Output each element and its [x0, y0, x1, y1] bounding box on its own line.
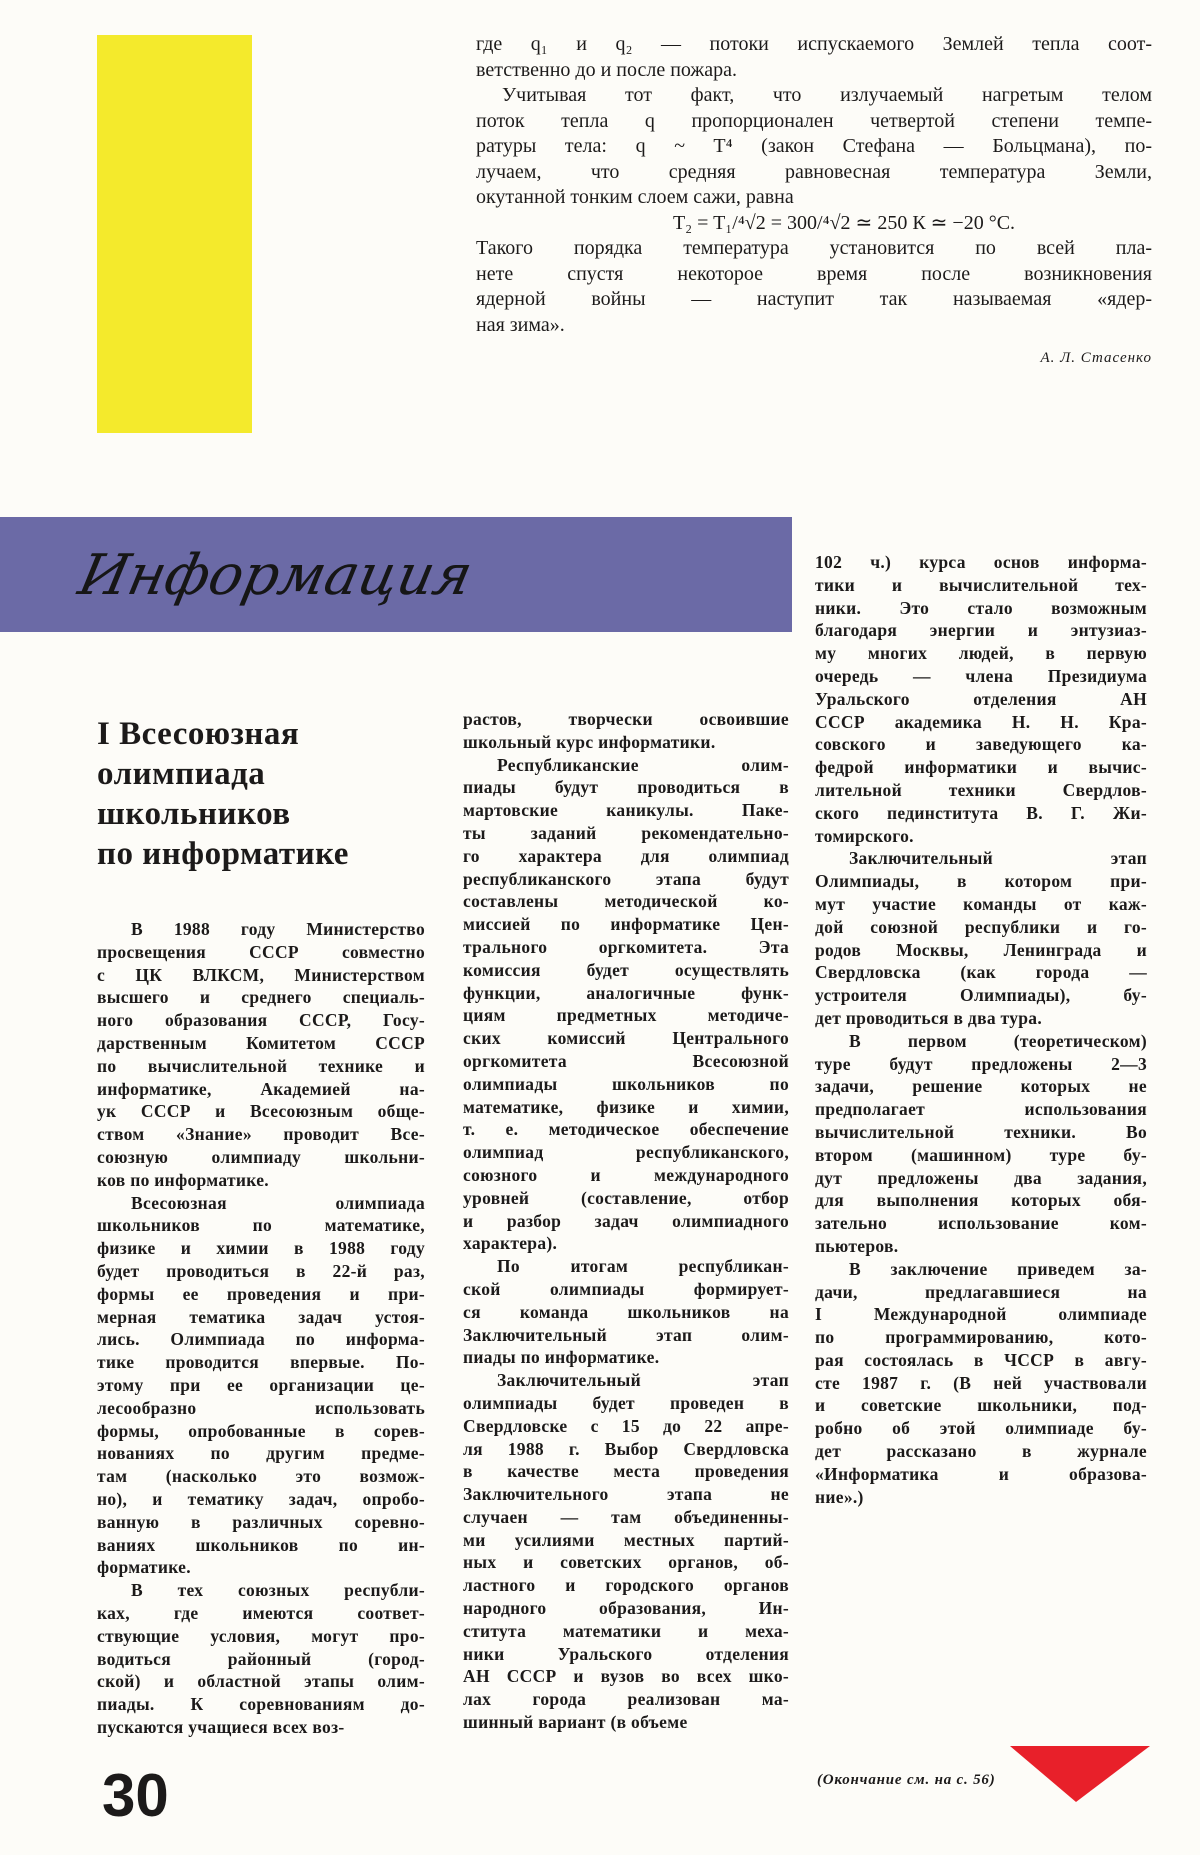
- text-line: высшего и среднего специаль-: [97, 987, 425, 1008]
- author-signature: А. Л. Стасенко: [1040, 350, 1152, 366]
- text-line: лучаем, что средняя равновесная температура Земли,: [476, 160, 1152, 183]
- text-line: лах города реализован ма-: [463, 1689, 789, 1710]
- text-line: мерная тематика задач устоя-: [97, 1306, 425, 1327]
- text-line: Заключительный этап: [497, 1370, 789, 1391]
- text-line: формы ее проведения и при-: [97, 1283, 425, 1304]
- text-line: совского и заведующего ка-: [815, 734, 1147, 755]
- text-line: «Информатика и образова-: [815, 1463, 1147, 1484]
- text-line: по вычислительной технике и: [97, 1055, 425, 1076]
- text-line: этому при ее организации це-: [97, 1374, 425, 1395]
- text-line: задачи, решение которых не: [815, 1076, 1147, 1097]
- text-line: Свердловска (как города —: [815, 962, 1147, 983]
- text-line: функции, аналогичные функ-: [463, 982, 789, 1003]
- text-line: ние».): [815, 1486, 864, 1507]
- text-line: окутанной тонким слоем сажи, равна: [476, 186, 794, 208]
- paragraph: [815, 1030, 1147, 1258]
- text-line: пиады будут проводиться в: [463, 777, 789, 798]
- text-line: Всесоюзная олимпиада: [131, 1192, 425, 1213]
- text-line: олимпиад республиканского,: [463, 1142, 789, 1163]
- text-line: В тех союзных республи-: [131, 1580, 425, 1601]
- text-line: ской) и областной этапы олим-: [97, 1671, 425, 1692]
- title-line: по информатике: [97, 836, 349, 872]
- text-line: ядерной войны — наступит так называемая «ядер-: [476, 288, 1152, 310]
- text-line: Олимпиады, в котором при-: [815, 871, 1147, 892]
- text-line: Учитывая тот факт, что излучаемый нагретым телом: [502, 84, 1152, 106]
- text-line: благодаря энергии и энтузиаз-: [815, 620, 1147, 641]
- text-line: вычислительной техники. Во: [815, 1121, 1147, 1142]
- text-line: сте 1987 г. (В ней участвовали: [815, 1372, 1147, 1393]
- text-line: ных и советских органов, об-: [463, 1552, 789, 1573]
- paragraph: [97, 918, 425, 1192]
- text-line: школьников по математике,: [97, 1215, 425, 1236]
- section-banner-text: Информация: [73, 542, 479, 608]
- text-line: ми усилиями местных партий-: [463, 1529, 789, 1550]
- text-line: союзного и международного: [463, 1164, 789, 1185]
- text-line: ся команда школьников на: [463, 1301, 789, 1322]
- text-line: ники. Это стало возможным: [815, 597, 1147, 618]
- text-line: ветственно до и после пожара.: [476, 58, 738, 81]
- top-article-ending: [476, 32, 1152, 372]
- text-line: По итогам республикан-: [497, 1256, 789, 1277]
- text-line: трального оргкомитета. Эта: [463, 936, 789, 957]
- text-line: дарственным Комитетом СССР: [97, 1032, 425, 1053]
- text-line: томирского.: [815, 825, 914, 846]
- text-line: в качестве места проведения: [463, 1461, 789, 1482]
- text-line: пиады по информатике.: [463, 1347, 660, 1368]
- text-column-3: [815, 551, 1147, 1508]
- text-line: рая состоялась в ЧССР в авгу-: [815, 1349, 1147, 1370]
- continuation-note: (Окончание см. на с. 56): [817, 1772, 996, 1788]
- text-line: дет рассказано в журнале: [815, 1441, 1147, 1462]
- text-line: по программированию, кото-: [815, 1327, 1147, 1348]
- title-line: олимпиада: [97, 756, 266, 792]
- text-line: предполагает использования: [815, 1099, 1147, 1120]
- text-line: олимпиады будет проведен в: [463, 1392, 789, 1413]
- text-line: дачи, предлагавшиеся на: [815, 1281, 1147, 1302]
- text-line: математике, физике и химии,: [463, 1096, 789, 1117]
- text-line: Уральского отделения АН: [815, 688, 1147, 709]
- text-line: ской олимпиады формирует-: [463, 1278, 789, 1299]
- text-line: школьный курс информатики.: [463, 731, 716, 752]
- text-column-2: [463, 708, 789, 1734]
- red-triangle-decoration: [1010, 1746, 1150, 1802]
- paragraph: [815, 1258, 1147, 1509]
- text-line: дой союзной республики и го-: [815, 916, 1147, 937]
- paragraph: [476, 32, 1152, 83]
- text-line: ратуры тела: q ~ T⁴ (закон Стефана — Больцмана), по-: [476, 135, 1152, 157]
- text-line: го характера для олимпиад: [463, 845, 789, 866]
- section-banner-script-logo: [73, 529, 479, 624]
- text-line: тике проводится впервые. По-: [97, 1352, 425, 1373]
- paragraph: [463, 1255, 789, 1369]
- paragraph: [97, 1579, 425, 1739]
- text-line: ков по информатике.: [97, 1169, 269, 1190]
- text-line: мут участие команды от каж-: [815, 893, 1147, 914]
- text-line: случаен — там объединенны-: [463, 1506, 789, 1527]
- text-line: лительной техники Свердлов-: [815, 779, 1147, 800]
- text-line: тики и вычислительной тех-: [815, 574, 1147, 595]
- text-line: характера).: [463, 1233, 558, 1254]
- paragraph: [463, 754, 789, 1256]
- text-line: поток тепла q пропорционален четвертой степени темпе-: [476, 109, 1152, 132]
- text-line: пьютеров.: [815, 1235, 899, 1256]
- text-line: дет проводиться в два тура.: [815, 1007, 1043, 1028]
- text-line: но), и тематику задач, опробо-: [97, 1488, 425, 1509]
- text-line: ститута математики и меха-: [463, 1620, 789, 1641]
- text-line: будет проводиться в 22-й раз,: [97, 1260, 425, 1281]
- text-line: циям предметных методиче-: [463, 1005, 789, 1026]
- text-line: лесообразно использовать: [97, 1397, 425, 1418]
- title-line: школьников: [97, 796, 291, 832]
- text-line: шинный вариант (в объеме: [463, 1712, 688, 1733]
- text-line: 102 ч.) курса основ информа-: [815, 552, 1147, 572]
- text-line: где q₁ и q₂ — потоки испускаемого Землей тепла соот-: [476, 33, 1152, 55]
- text-line: ских комиссий Центрального: [463, 1028, 789, 1049]
- yellow-color-block: [97, 35, 252, 433]
- text-line: лись. Олимпиада по информа-: [97, 1329, 425, 1350]
- text-line: очередь — члена Президиума: [815, 665, 1147, 686]
- text-line: ля 1988 г. Выбор Свердловска: [463, 1438, 789, 1459]
- text-line: т. е. методическое обеспечение: [463, 1119, 789, 1140]
- text-line: родов Москвы, Ленинграда и: [815, 939, 1147, 960]
- text-line: Заключительного этапа не: [463, 1484, 789, 1505]
- text-line: Заключительный этап: [849, 848, 1147, 869]
- text-line: информатике, Академией на-: [97, 1078, 425, 1099]
- text-line: и советские школьники, под-: [815, 1395, 1147, 1416]
- text-line: просвещения СССР совместно: [97, 941, 425, 962]
- text-line: ках, где имеются соответ-: [97, 1602, 425, 1623]
- text-line: ты заданий рекомендательно-: [463, 822, 789, 843]
- text-line: дут предложены два задания,: [815, 1167, 1147, 1188]
- paragraph: [97, 1192, 425, 1580]
- text-line: робно об этой олимпиаде бу-: [815, 1418, 1147, 1439]
- text-line: мартовские каникулы. Паке-: [463, 800, 789, 821]
- text-line: народного образования, Ин-: [463, 1598, 789, 1619]
- text-line: ная зима».: [476, 313, 565, 336]
- text-line: туре будут предложены 2—3: [815, 1053, 1147, 1074]
- text-line: ваниях школьников по ин-: [97, 1534, 425, 1555]
- paragraph: [476, 236, 1152, 338]
- paragraph: [463, 708, 789, 754]
- text-line: Такого порядка температура установится по всей пла-: [476, 237, 1152, 259]
- text-line: там (насколько это возмож-: [97, 1466, 425, 1487]
- paragraph: [815, 551, 1147, 847]
- text-line: втором (машинном) туре бу-: [815, 1144, 1147, 1165]
- text-line: пускаются учащиеся всех воз-: [97, 1716, 345, 1737]
- text-line: комиссия будет осуществлять: [463, 959, 789, 980]
- text-line: АН СССР и вузов во всех шко-: [463, 1666, 789, 1687]
- text-line: для выполнения которых обя-: [815, 1190, 1147, 1211]
- text-line: нованиях по другим предме-: [97, 1443, 425, 1464]
- text-line: нете спустя некоторое время после возникновения: [476, 262, 1152, 285]
- text-line: оргкомитета Всесоюзной: [463, 1050, 789, 1071]
- text-line: В заключение приведем за-: [849, 1258, 1147, 1279]
- text-line: Свердловске с 15 до 22 апре-: [463, 1415, 789, 1436]
- text-line: ного образования СССР, Госу-: [97, 1010, 425, 1031]
- text-line: республиканского этапа будут: [463, 868, 789, 889]
- text-line: СССР академика Н. Н. Кра-: [815, 711, 1147, 732]
- text-line: В 1988 году Министерство: [131, 919, 425, 939]
- article-title: [97, 714, 349, 874]
- text-line: и разбор задач олимпиадного: [463, 1210, 789, 1231]
- text-line: федрой информатики и вычис-: [815, 757, 1147, 778]
- page-number: 30: [102, 1762, 169, 1829]
- text-line: миссией по информатике Цен-: [463, 914, 789, 935]
- text-line: пиады. К соревнованиям до-: [97, 1694, 425, 1715]
- paragraph: [815, 847, 1147, 1029]
- text-line: ством «Знание» проводит Все-: [97, 1124, 425, 1145]
- text-line: му многих людей, в первую: [815, 643, 1147, 664]
- text-line: ствующие условия, могут про-: [97, 1625, 425, 1646]
- text-line: зательно использование ком-: [815, 1213, 1147, 1234]
- text-line: устроителя Олимпиады), бу-: [815, 985, 1147, 1006]
- text-line: союзную олимпиаду школьни-: [97, 1146, 425, 1167]
- text-line: форматике.: [97, 1557, 191, 1578]
- text-line: Заключительный этап олим-: [463, 1324, 789, 1345]
- text-line: с ЦК ВЛКСМ, Министерством: [97, 964, 425, 985]
- paragraph: [476, 83, 1152, 211]
- text-line: водиться районный (город-: [97, 1648, 425, 1669]
- text-line: В первом (теоретическом): [849, 1030, 1147, 1051]
- text-line: составлены методической ко-: [463, 891, 789, 912]
- text-line: Республиканские олим-: [497, 754, 789, 775]
- text-column-1: [97, 918, 425, 1739]
- text-line: растов, творчески освоившие: [463, 709, 789, 729]
- paragraph: [463, 1369, 789, 1734]
- text-line: формы, опробованные в сорев-: [97, 1420, 425, 1441]
- title-line: I Всесоюзная: [97, 716, 300, 752]
- text-line: ластного и городского органов: [463, 1575, 789, 1596]
- text-line: олимпиады школьников по: [463, 1073, 789, 1094]
- text-line: ук СССР и Всесоюзным обще-: [97, 1101, 425, 1122]
- text-line: I Международной олимпиаде: [815, 1304, 1147, 1325]
- section-banner: [0, 517, 792, 632]
- text-line: физике и химии в 1988 году: [97, 1238, 425, 1259]
- text-line: ванную в различных соревно-: [97, 1511, 425, 1532]
- text-line: ники Уральского отделения: [463, 1643, 789, 1664]
- text-line: ского пединститута В. Г. Жи-: [815, 802, 1147, 823]
- formula: T₂ = T₁/⁴√2 = 300/⁴√2 ≃ 250 К ≃ −20 °C.: [672, 211, 1016, 234]
- text-line: уровней (составление, отбор: [463, 1187, 789, 1208]
